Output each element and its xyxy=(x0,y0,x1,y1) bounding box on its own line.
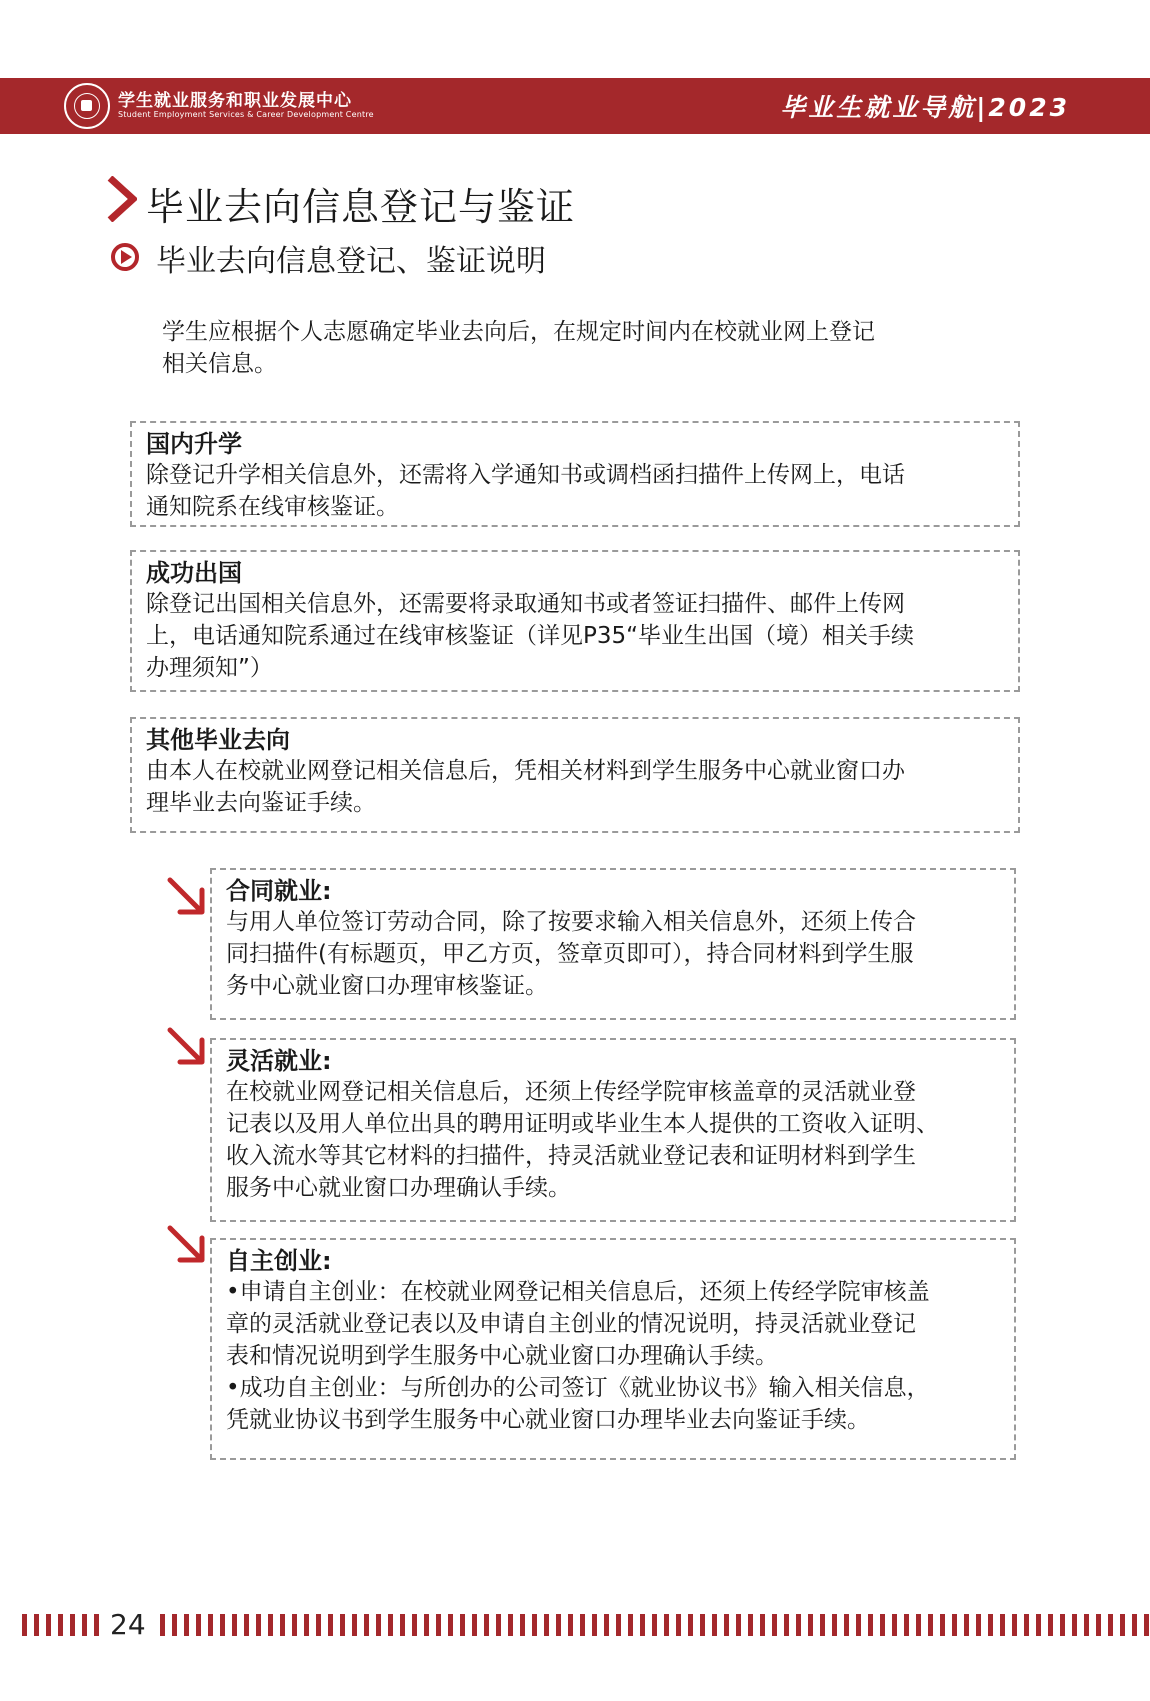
box-self-employment xyxy=(210,1238,1016,1460)
box-line: 与用人单位签订劳动合同，除了按要求输入相关信息外，还须上传合 xyxy=(226,909,916,935)
box-flexible-employment xyxy=(210,1038,1016,1222)
box-line: 收入流水等其它材料的扫描件，持灵活就业登记表和证明材料到学生 xyxy=(226,1143,916,1169)
box-line: 在校就业网登记相关信息后，还须上传经学院审核盖章的灵活就业登 xyxy=(226,1079,916,1105)
box-line: 除登记出国相关信息外，还需要将录取通知书或者签证扫描件、邮件上传网 xyxy=(146,591,905,617)
bullet-list xyxy=(226,1276,1000,1436)
box-title: 自主创业: xyxy=(226,1247,332,1275)
box-domestic-study xyxy=(130,421,1020,527)
box-line: 除登记升学相关信息外，还需将入学通知书或调档函扫描件上传网上，电话 xyxy=(146,462,905,488)
box-line: 由本人在校就业网登记相关信息后，凭相关材料到学生服务中心就业窗口办 xyxy=(146,758,905,784)
seal-ring xyxy=(74,93,100,119)
bullet-line: 表和情况说明到学生服务中心就业窗口办理确认手续。 xyxy=(226,1343,778,1369)
box-title: 国内升学 xyxy=(146,430,242,458)
box-other-destination xyxy=(130,717,1020,833)
box-title: 成功出国 xyxy=(146,559,242,587)
box-line: 理毕业去向鉴证手续。 xyxy=(146,790,376,816)
footer-ticks-left xyxy=(22,1614,102,1636)
box-line: 记表以及用人单位出具的聘用证明或毕业生本人提供的工资收入证明、 xyxy=(226,1111,939,1137)
bullet-line: 章的灵活就业登记表以及申请自主创业的情况说明，持灵活就业登记 xyxy=(226,1311,916,1337)
bullet-line: •申请自主创业：在校就业网登记相关信息后，还须上传经学院审核盖 xyxy=(226,1279,930,1305)
box-line: 务中心就业窗口办理审核鉴证。 xyxy=(226,973,548,999)
university-seal-logo xyxy=(64,83,110,129)
box-contract-employment xyxy=(210,868,1016,1020)
bullet-line: •成功自主创业：与所创办的公司签订《就业协议书》输入相关信息， xyxy=(226,1375,930,1401)
box-line: 办理须知”） xyxy=(146,655,273,681)
intro-paragraph xyxy=(162,316,992,380)
org-name: 学生就业服务和职业发展中心 xyxy=(118,91,352,111)
box-title: 其他毕业去向 xyxy=(146,726,290,754)
guide-title: 毕业生就业导航|2023 xyxy=(780,93,1070,122)
intro-line: 学生应根据个人志愿确定毕业去向后，在规定时间内在校就业网上登记 xyxy=(162,319,875,345)
box-line: 通知院系在线审核鉴证。 xyxy=(146,494,399,520)
box-title: 合同就业: xyxy=(226,877,332,905)
box-title: 灵活就业: xyxy=(226,1047,332,1075)
seal-core xyxy=(81,100,92,111)
box-study-abroad xyxy=(130,550,1020,692)
page-number: 24 xyxy=(110,1608,146,1641)
list-item xyxy=(226,1372,1000,1436)
box-line: 上，电话通知院系通过在线审核鉴证（详见P35“毕业生出国（境）相关手续 xyxy=(146,623,915,649)
play-circle-icon xyxy=(110,242,140,272)
list-item xyxy=(226,1276,1000,1372)
arrow-down-right-icon xyxy=(166,1026,210,1070)
box-line: 同扫描件(有标题页，甲乙方页，签章页即可），持合同材料到学生服 xyxy=(226,941,914,967)
intro-line: 相关信息。 xyxy=(162,351,277,377)
box-line: 服务中心就业窗口办理确认手续。 xyxy=(226,1175,571,1201)
arrow-down-right-icon xyxy=(166,876,210,920)
footer-ticks-right xyxy=(160,1614,1150,1636)
sub-title: 毕业去向信息登记、鉴证说明 xyxy=(156,244,546,279)
chevron-right-icon xyxy=(107,176,137,222)
org-name-english: Student Employment Services & Career Development Centre xyxy=(118,110,374,119)
arrow-down-right-icon xyxy=(166,1224,210,1268)
section-title: 毕业去向信息登记与鉴证 xyxy=(146,185,576,229)
bullet-line: 凭就业协议书到学生服务中心就业窗口办理毕业去向鉴证手续。 xyxy=(226,1407,870,1433)
